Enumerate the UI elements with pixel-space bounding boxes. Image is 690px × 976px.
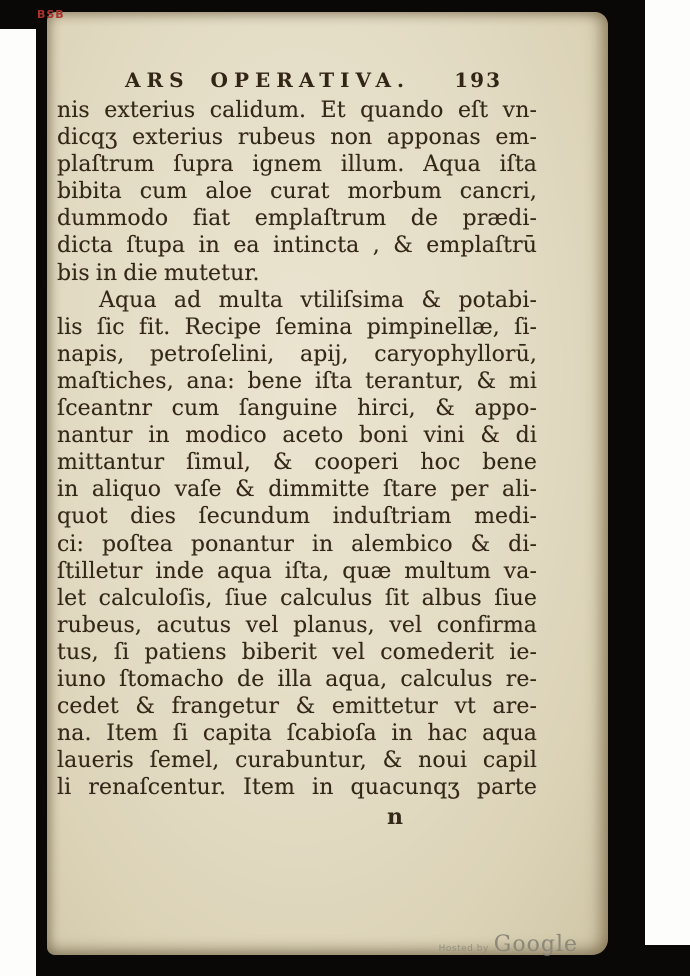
text-line: nis exterius calidum. Et quando eſt vn-	[57, 98, 537, 123]
text-line: ſceantnr cum ſanguine hirci, & appo-	[57, 396, 537, 422]
text-line: rubeus, acutus vel planus, vel confirma	[57, 612, 537, 638]
text-line: dicta ſtupa in ea intincta , & emplaſtrū	[57, 233, 537, 259]
catchword: n	[387, 804, 403, 830]
text-block	[57, 97, 537, 801]
text-line: tus, ſi patiens biberit vel comederit ie-	[57, 639, 537, 665]
text-line: bibita cum aloe curat morbum cancri,	[57, 179, 537, 205]
text-line: laueris ſemel, curabuntur, & noui capil	[57, 748, 537, 774]
text-line: in aliquo vaſe & dimmitte ſtare per ali-	[57, 477, 537, 503]
google-watermark	[439, 932, 578, 957]
text-line: let calculoſis, ſiue calculus ſit albus ſiue	[57, 585, 537, 611]
hosted-by-label: Hosted by	[438, 944, 489, 954]
page-number: 193	[454, 68, 502, 92]
book-page	[47, 12, 608, 955]
text-line: lis ſic fit. Recipe ſemina pimpinellæ, ſi-	[57, 314, 537, 340]
page-title: ARS OPERATIVA.	[125, 68, 410, 92]
text-line: quot dies ſecundum induſtriam medi-	[57, 504, 537, 530]
text-line: dummodo fiat emplaſtrum de prædi-	[57, 206, 537, 232]
text-line: nantur in modico aceto boni vini & di	[57, 423, 537, 449]
text-line: na. Item ſi capita ſcabioſa in hac aqua	[57, 721, 537, 747]
text-line: maſtiches, ana: bene iſta terantur, & mi	[57, 368, 537, 394]
text-line: dicqʒ exterius rubeus non apponas em-	[57, 125, 537, 151]
text-line: iuno ſtomacho de illa aqua, calculus re-	[57, 666, 537, 692]
google-logo: Google	[493, 932, 578, 957]
page-content	[47, 12, 608, 955]
running-header	[47, 68, 608, 94]
scanner-background-bottom-right	[645, 945, 690, 976]
library-stamp: BSB	[37, 8, 65, 21]
text-line: Aqua ad multa vtiliſsima & potabi-	[99, 287, 537, 313]
text-line: li renaſcentur. Item in quacunqʒ parte	[57, 775, 537, 801]
text-line: plaſtrum ſupra ignem illum. Aqua iſta	[57, 152, 537, 178]
text-line: cedet & frangetur & emittetur vt are-	[57, 694, 537, 720]
text-line: mittantur ſimul, & cooperi hoc bene	[57, 450, 537, 476]
text-line: ſtilletur inde aqua iſta, quæ multum va-	[57, 558, 537, 584]
text-line: napis, petroſelini, apij, caryophyllorū,	[57, 341, 537, 367]
text-line: bis in die mutetur.	[57, 260, 260, 286]
text-line: ci: poſtea ponantur in alembico & di-	[57, 531, 537, 557]
